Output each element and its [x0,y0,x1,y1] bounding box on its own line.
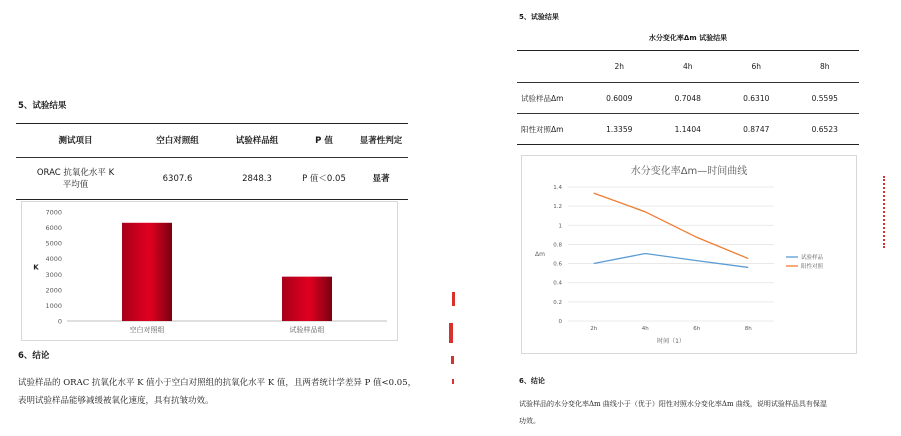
cell-value: 0.5595 [811,93,838,103]
y-axis-label: K [33,263,39,272]
left-table-header [16,124,408,158]
y-tick-label: 0.2 [553,299,562,306]
stamp-mark [452,292,455,306]
x-tick-label: 6h [693,326,701,332]
y-tick-label: 5000 [45,239,62,248]
left-conclusion-text [18,374,418,410]
y-tick-label: 7000 [45,208,62,217]
cell-p: P 值＜0.05 [302,173,346,184]
series-line [594,254,749,268]
y-tick-label: 0.8 [553,242,562,249]
header-significance: 显著性判定 [359,135,403,146]
left-conclusion-line2: 表明试验样品能够减缓被氧化速度，具有抗皱功效。 [18,396,214,406]
left-conclusion-title: 6、结论 [18,351,50,361]
cell-test-item [16,167,135,191]
left-results-table [16,123,408,200]
table-row [517,82,859,113]
y-tick-label: 0 [57,317,62,326]
line-chart [521,155,857,354]
stamp-mark [451,356,454,364]
right-conclusion-title: 6、结论 [519,377,545,385]
stamp-mark [883,176,889,248]
cell-item-line2: 平均值 [62,179,89,190]
header-6h: 6h [751,62,762,71]
right-table-header [517,51,859,82]
series-line [594,193,749,258]
right-section-title: 5、试验结果 [519,13,559,21]
right-conclusion-line1: 试验样品的水分变化率Δm 曲线小于（优于）阳性对照水分变化率Δm 曲线，说明试验样品具有保湿 [519,400,827,408]
y-tick-label: 0 [558,319,562,325]
bar [122,223,172,321]
cell-value: 0.8747 [743,124,770,134]
header-2h: 2h [614,62,625,71]
table-row [16,158,408,199]
y-tick-label: 2000 [45,286,62,295]
y-tick-label: 1.4 [553,185,562,191]
line-chart-svg [522,156,856,353]
x-tick-label: 8h [744,326,752,332]
header-p-value: P 值 [315,135,333,146]
x-tick-label: 4h [641,326,649,332]
cell-value: 0.6009 [606,93,633,103]
y-tick-label: 0.6 [553,261,562,268]
header-4h: 4h [682,62,693,71]
right-table-title: 水分变化率Δm 试验结果 [648,34,728,42]
cell-value: 1.3359 [606,124,633,134]
header-8h: 8h [819,62,830,71]
left-section-title: 5、试验结果 [18,101,67,111]
y-tick-label: 1000 [45,301,62,310]
y-tick-label: 1 [558,223,562,230]
stamp-mark [452,379,454,384]
legend-label: 阳性对照 [801,264,824,270]
table-row [517,113,859,144]
y-tick-label: 4000 [45,255,62,264]
cell-item-line1: ORAC 抗氧化水平 K [36,167,115,178]
y-tick-label: 6000 [45,224,62,233]
cell-blank: 6307.6 [162,173,193,184]
y-tick-label: 0.4 [553,280,562,287]
legend-label: 试验样品 [801,255,824,261]
cell-value: 1.1404 [674,124,701,134]
chart-title: 水分变化率Δm—时间曲线 [630,166,748,177]
bar-chart-svg [22,202,397,340]
cell-value: 0.7048 [674,93,701,103]
y-tick-label: 1.2 [553,204,562,211]
x-tick-label: 试验样品组 [289,326,325,334]
right-conclusion-line2: 功效。 [519,417,540,425]
header-blank-group: 空白对照组 [156,135,199,146]
y-axis-label: Δm [535,251,545,258]
right-results-table [517,50,859,145]
header-sample-group: 试验样品组 [235,135,279,146]
bar-chart [21,201,398,341]
cell-value: 0.6523 [811,124,838,134]
x-axis-label: 时间（1） [657,338,685,345]
y-tick-label: 3000 [45,270,62,279]
x-tick-label: 2h [590,326,598,332]
bar [282,277,332,321]
x-tick-label: 空白对照组 [129,326,165,334]
row-label: 阳性对照Δm [521,124,564,134]
right-conclusion-text [519,396,869,430]
cell-value: 0.6310 [743,93,770,103]
row-label: 试验样品Δm [521,93,564,103]
header-test-item: 测试项目 [58,135,93,146]
cell-significance: 显著 [372,173,390,184]
cell-sample: 2848.3 [242,173,272,184]
left-conclusion-line1: 试验样品的 ORAC 抗氧化水平 K 值小于空白对照组的抗氧化水平 K 值，且两者统计学差异 P 值<0.05， [18,378,417,388]
stamp-mark [449,323,453,343]
